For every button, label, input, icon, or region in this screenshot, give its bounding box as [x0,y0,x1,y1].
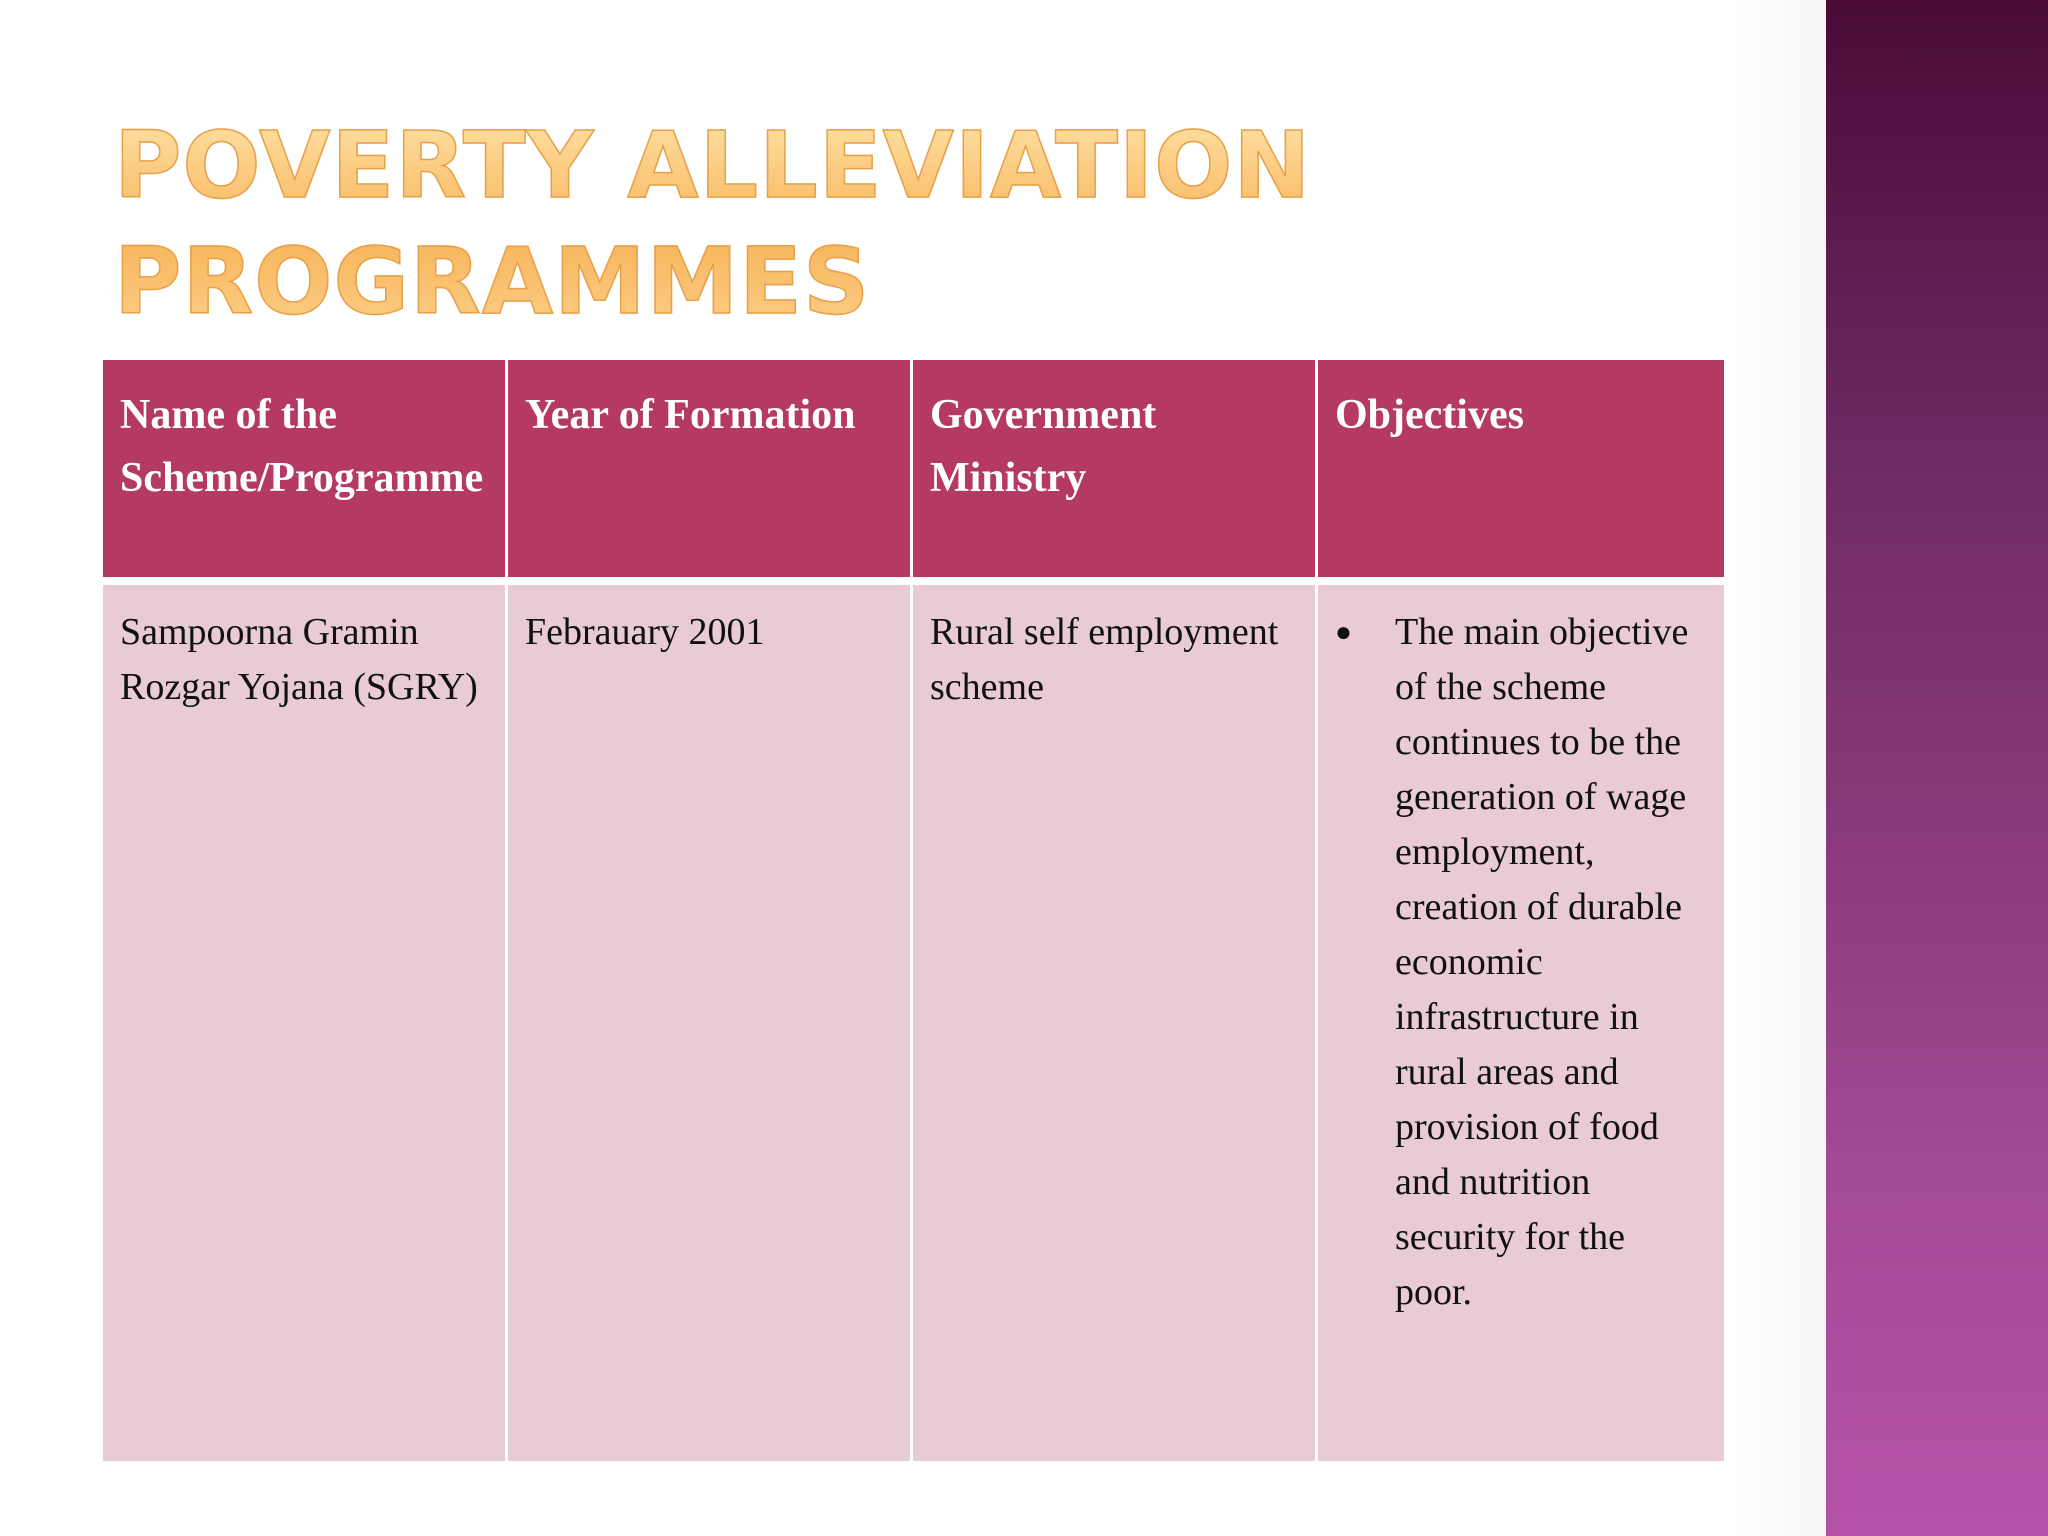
header-objectives: Objectives [1318,360,1724,585]
slide-title [114,108,1311,340]
table-header-row [103,360,1724,585]
side-shadow [1736,0,1826,1536]
objectives-list [1335,605,1710,1320]
cell-year: Febrauary 2001 [508,585,913,1461]
cell-objectives [1318,585,1724,1461]
objective-item [1335,605,1710,1320]
header-government-ministry: Government Ministry [913,360,1318,585]
table-row [103,585,1724,1461]
side-decor-band [1826,0,2048,1536]
scheme-table [103,360,1724,1461]
cell-ministry: Rural self employment scheme [913,585,1318,1461]
slide-title-line-2: PROGRAMMES [114,228,871,335]
cell-scheme-name: Sampoorna Gramin Rozgar Yojana (SGRY) [103,585,508,1461]
header-scheme-name: Name of the Scheme/Programme [103,360,508,585]
slide-title-line-1: POVERTY ALLEVIATION [114,112,1312,219]
header-year-of-formation: Year of Formation [508,360,913,585]
objective-text: The main objective of the scheme continues to be the generation of wage employment, creation of durable economic infrastructure in rural areas and provision of food and nutrition security for the poor. [1395,611,1689,1313]
bullet-icon: ● [1335,617,1352,648]
